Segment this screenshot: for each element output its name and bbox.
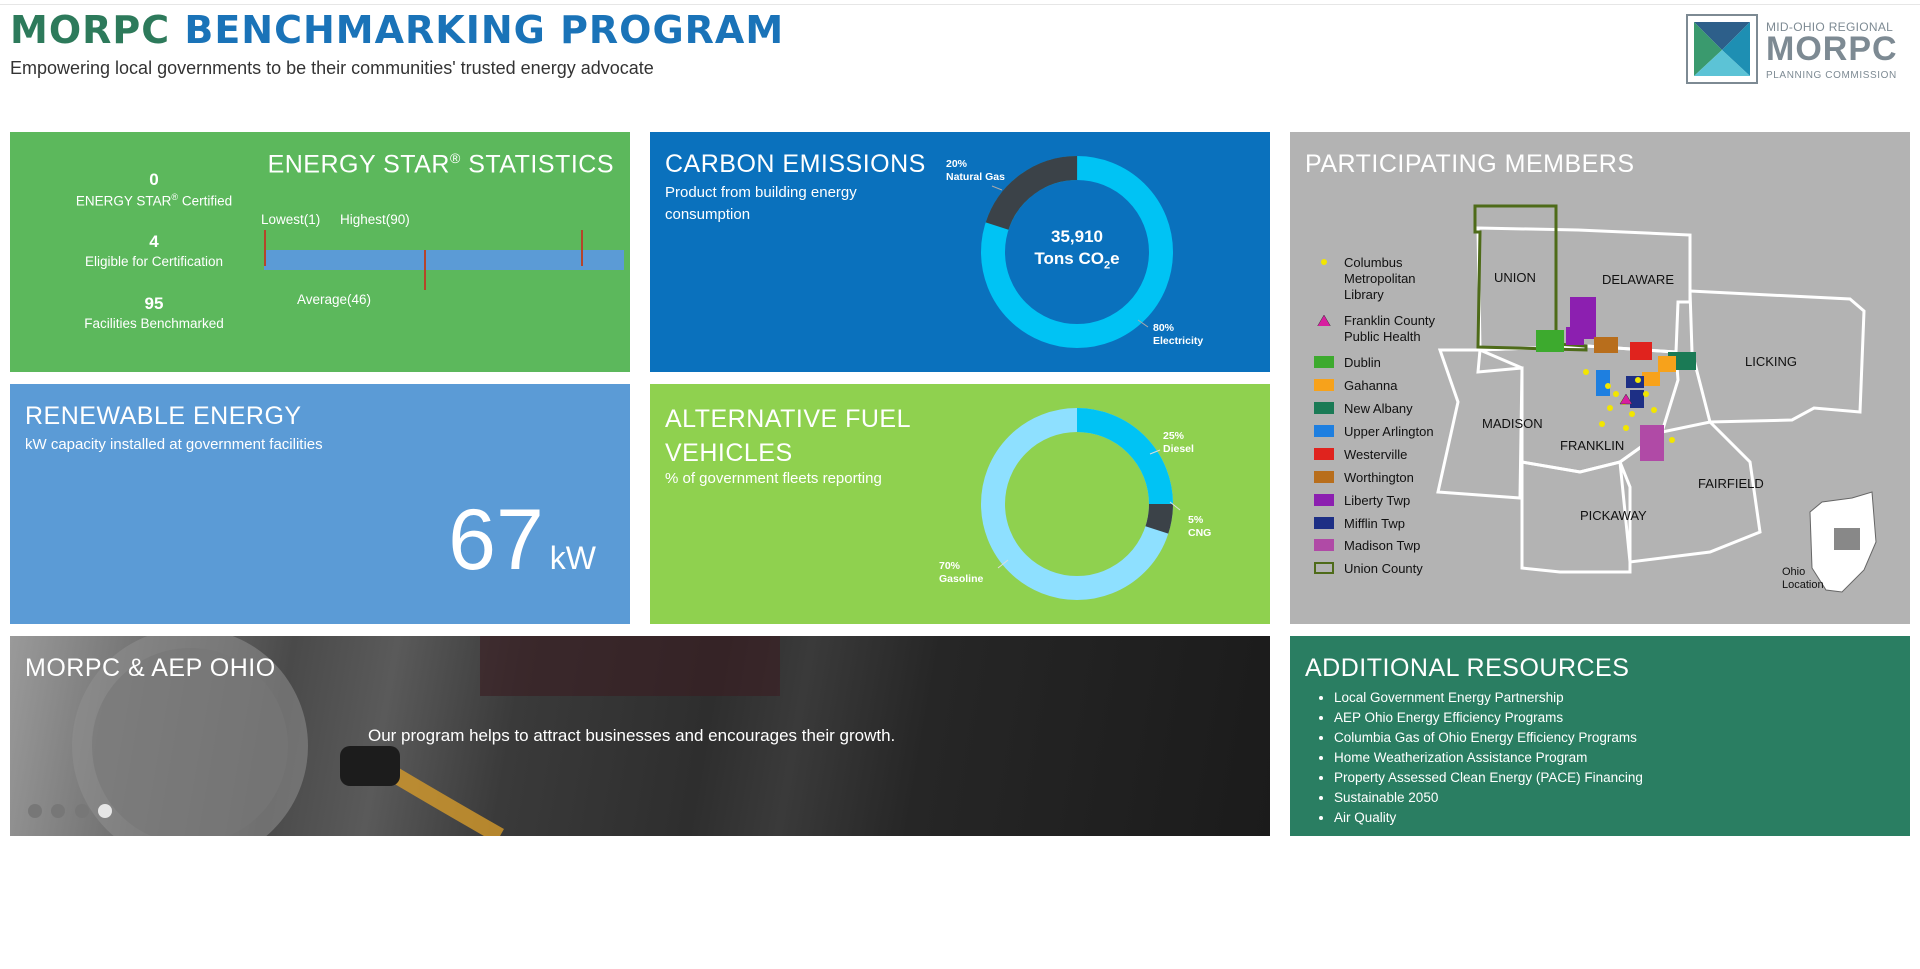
logo-line1: MID-OHIO REGIONAL bbox=[1766, 20, 1894, 34]
aep-ohio-carousel[interactable] bbox=[10, 636, 1270, 836]
resource-link[interactable]: • Local Government Energy Partnership bbox=[1334, 688, 1643, 708]
county-pickaway: PICKAWAY bbox=[1580, 508, 1647, 523]
members-title: PARTICIPATING MEMBERS bbox=[1305, 150, 1635, 178]
renewable-title: RENEWABLE ENERGY bbox=[25, 402, 302, 430]
top-border bbox=[0, 0, 1920, 5]
carousel-dot-1[interactable] bbox=[28, 804, 42, 818]
county-madison: MADISON bbox=[1482, 416, 1543, 431]
energy-star-panel bbox=[10, 132, 630, 372]
eligible-label: Eligible for Certification bbox=[84, 254, 224, 269]
county-union: UNION bbox=[1494, 270, 1536, 285]
alt-label-cng: 5% CNG bbox=[1188, 514, 1212, 539]
resources-list bbox=[1334, 688, 1643, 828]
average-label: Average(46) bbox=[297, 292, 372, 307]
carousel-dot-3[interactable] bbox=[75, 804, 89, 818]
morpc-logo[interactable] bbox=[1686, 14, 1906, 86]
highest-tick bbox=[581, 230, 583, 266]
ohio-location-label: Ohio Location bbox=[1782, 566, 1824, 591]
alt-label-gasoline: 70% Gasoline bbox=[939, 560, 984, 585]
carbon-title: CARBON EMISSIONS bbox=[665, 150, 926, 178]
benchmarked-label: Facilities Benchmarked bbox=[84, 316, 224, 331]
alt-fuel-subtitle: % of government fleets reporting bbox=[665, 470, 882, 487]
resources-title: ADDITIONAL RESOURCES bbox=[1305, 654, 1630, 682]
additional-resources-panel bbox=[1290, 636, 1910, 836]
page-subtitle: Empowering local governments to be their communities' trusted energy advocate bbox=[10, 58, 654, 78]
average-tick bbox=[424, 250, 426, 290]
renewable-value: 67 bbox=[448, 492, 544, 588]
page-title-morpc: MORPC bbox=[10, 8, 171, 52]
members-map bbox=[1290, 132, 1910, 624]
certified-label: ENERGY STAR® Certified bbox=[75, 192, 233, 209]
score-range-bar bbox=[264, 250, 624, 270]
energy-star-title: ENERGY STAR® STATISTICS bbox=[267, 150, 614, 179]
page-title-benchmarking: BENCHMARKING PROGRAM bbox=[184, 8, 785, 52]
renewable-capacity bbox=[448, 491, 596, 590]
resource-link[interactable]: • Air Quality bbox=[1334, 808, 1643, 828]
page-title bbox=[10, 8, 784, 52]
aep-caption: Our program helps to attract businesses and encourages their growth. bbox=[368, 726, 896, 745]
county-franklin: FRANKLIN bbox=[1560, 438, 1625, 453]
renewable-unit: kW bbox=[549, 540, 596, 576]
resource-link[interactable]: • Home Weatherization Assistance Program bbox=[1334, 748, 1643, 768]
resource-link[interactable]: • Columbia Gas of Ohio Energy Efficiency Programs bbox=[1334, 728, 1643, 748]
carbon-label-electricity: 80% Electricity bbox=[1153, 322, 1204, 347]
county-licking: LICKING bbox=[1745, 354, 1798, 369]
alt-fuel-donut bbox=[650, 384, 1270, 624]
highest-label: Highest(90) bbox=[340, 212, 410, 227]
carousel-dot-4[interactable] bbox=[98, 804, 112, 818]
renewable-subtitle: kW capacity installed at government facilities bbox=[25, 436, 323, 453]
morpc-logo-mark bbox=[1686, 14, 1758, 84]
county-delaware: DELAWARE bbox=[1602, 272, 1674, 287]
participating-members-panel: PARTICIPATING MEMBERS Columbus Metropolitan Library Franklin County Public Health Dublin Gahanna New Albany Upper Arlington Westerville Worthington Liberty Twp Mifflin Twp Madison Twp Union County UNION DELAWARE LICKING MADISON FRANKLIN FAIRFIELD PICKAWAY Ohio Location bbox=[1290, 132, 1910, 624]
county-fairfield: FAIRFIELD bbox=[1698, 476, 1764, 491]
carousel-dot-2[interactable] bbox=[51, 804, 65, 818]
lowest-label: Lowest(1) bbox=[261, 212, 321, 227]
resource-link[interactable]: • AEP Ohio Energy Efficiency Programs bbox=[1334, 708, 1643, 728]
carbon-center-total: 35,910 Tons $CO_2e$ bbox=[1034, 227, 1120, 272]
eligible-count: 4 bbox=[149, 232, 159, 251]
carbon-subtitle: Product from building energy consumption bbox=[665, 184, 857, 223]
logo-line3: PLANNING COMMISSION bbox=[1766, 70, 1897, 81]
alt-fuel-title: ALTERNATIVE FUEL VEHICLES bbox=[665, 405, 912, 467]
carbon-emissions-panel bbox=[650, 132, 1270, 372]
carbon-label-gas: 20% Natural Gas bbox=[946, 158, 1005, 183]
member-territories bbox=[1536, 297, 1696, 461]
resource-link[interactable]: • Sustainable 2050 bbox=[1334, 788, 1643, 808]
aep-title: MORPC & AEP OHIO bbox=[25, 654, 276, 682]
lowest-tick bbox=[264, 230, 266, 266]
alternative-fuel-panel bbox=[650, 384, 1270, 624]
renewable-energy-panel bbox=[10, 384, 630, 624]
logo-mark-icon bbox=[1688, 16, 1756, 82]
alt-label-diesel: 25% Diesel bbox=[1163, 430, 1194, 455]
benchmarked-count: 95 bbox=[144, 294, 164, 313]
carousel-dots bbox=[28, 804, 117, 823]
logo-line2: MORPC bbox=[1766, 30, 1898, 68]
resource-link[interactable]: • Property Assessed Clean Energy (PACE) Financing bbox=[1334, 768, 1643, 788]
certified-count: 0 bbox=[149, 170, 159, 189]
